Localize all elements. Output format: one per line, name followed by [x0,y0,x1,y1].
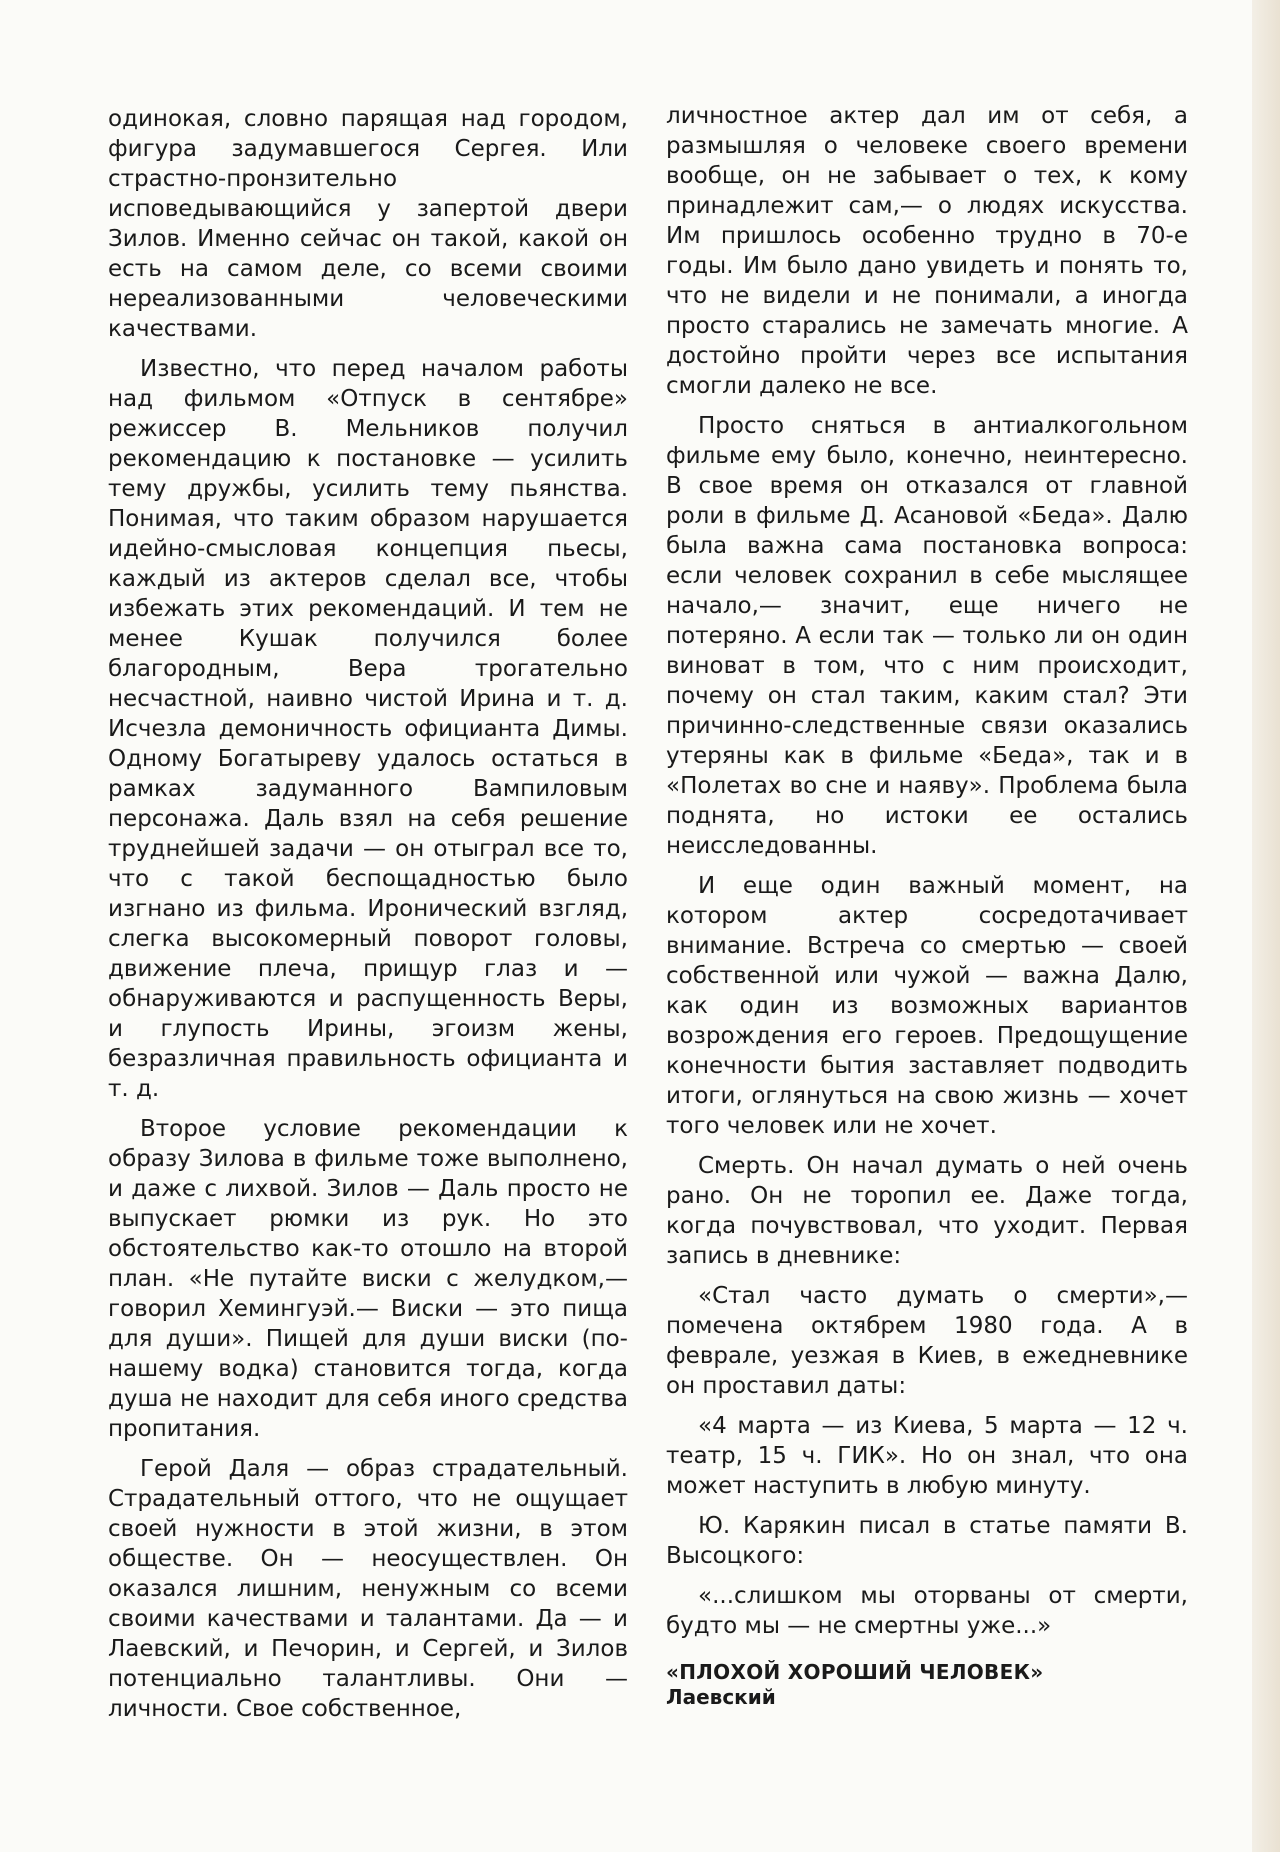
paragraph: Смерть. Он начал думать о ней очень рано. Он не торопил ее. Даже тогда, когда почувствовал, что уходит. Первая запись в дневнике: [666,1153,1188,1269]
paragraph: Герой Даля — образ страдательный. Страдательный оттого, что не ощущает своей нужности в этой жизни, в этом обществе. Он — неосуществлен. Он оказался лишним, ненужным со всеми своими качествами и талантами. Да — и Лаевский, и Печорин, и Сергей, и Зилов потенциально талантливы. Они — личности. Свое собственное, [108,1456,628,1722]
paragraph: одинокая, словно парящая над городом, фигура задумавшегося Сергея. Или страстно-пронзительно исповедывающийся у запертой двери Зилов. Именно сейчас он такой, какой он есть на самом деле, со всеми своими нереализованными человеческими качествами. [108,106,628,342]
paragraph: личностное актер дал им от себя, а размышляя о человеке своего времени вообще, он не забывает о тех, к кому принадлежит сам,— о людях искусства. Им пришлось особенно трудно в 70-е годы. Им было дано увидеть и понять то, что не видели и не понимали, а иногда просто старались не замечать многие. А достойно пройти через все испытания смогли далеко не все. [666,103,1188,399]
text-column-right [666,101,1188,1709]
page-edge-shadow [1252,0,1280,1852]
paragraph: «Стал часто думать о смерти»,— помечена октябрем 1980 года. А в феврале, уезжая в Киев, в ежедневнике он проставил даты: [666,1283,1188,1399]
paragraph: Известно, что перед началом работы над фильмом «Отпуск в сентябре» режиссер В. Мельников получил рекомендацию к постановке — усилить тему дружбы, усилить тему пьянства. Понимая, что таким образом нарушается идейно-смысловая концепция пьесы, каждый из актеров сделал все, чтобы избежать этих рекомендаций. И тем не менее Кушак получился более благородным, Вера трогательно несчастной, наивно чистой Ирина и т. д. Исчезла демоничность официанта Димы. Одному Богатыреву удалось остаться в рамках задуманного Вампиловым персонажа. Даль взял на себя решение труднейшей задачи — он отыграл все то, что с такой беспощадностью было изгнано из фильма. Иронический взгляд, слегка высокомерный поворот головы, движение плеча, прищур глаз и — обнаруживаются и распущенность Веры, и глупость Ирины, эгоизм жены, безразличная правильность официанта и т. д. [108,356,628,1102]
paragraph: «4 марта — из Киева, 5 марта — 12 ч. театр, 15 ч. ГИК». Но он знал, что она может наступить в любую минуту. [666,1413,1188,1499]
paragraph: Ю. Карякин писал в статье памяти В. Высоцкого: [666,1513,1188,1569]
paragraph: «...слишком мы оторваны от смерти, будто мы — не смертны уже...» [666,1583,1188,1639]
paragraph: И еще один важный момент, на котором актер сосредотачивает внимание. Встреча со смертью — своей собственной или чужой — важна Далю, как один из возможных вариантов возрождения его героев. Предощущение конечности бытия заставляет подводить итоги, оглянуться на свою жизнь — хочет того человек или не хочет. [666,873,1188,1139]
text-column-left [108,104,628,1734]
photo-caption [666,1659,1188,1709]
caption-title: «ПЛОХОЙ ХОРОШИЙ ЧЕЛОВЕК» [666,1660,1044,1684]
paragraph: Просто сняться в антиалкогольном фильме ему было, конечно, неинтересно. В свое время он отказался от главной роли в фильме Д. Асановой «Беда». Далю была важна сама постановка вопроса: если человек сохранил в себе мыслящее начало,— значит, еще ничего не потеряно. А если так — только ли он один виноват в том, что с ним происходит, почему он стал таким, каким стал? Эти причинно-следственные связи оказались утеряны как в фильме «Беда», так и в «Полетах во сне и наяву». Проблема была поднята, но истоки ее остались неисследованны. [666,413,1188,859]
paragraph: Второе условие рекомендации к образу Зилова в фильме тоже выполнено, и даже с лихвой. Зилов — Даль просто не выпускает рюмки из рук. Но это обстоятельство как-то отошло на второй план. «Не путайте виски с желудком,— говорил Хемингуэй.— Виски — это пища для души». Пищей для души виски (по-нашему водка) становится тогда, когда душа не находит для себя иного средства пропитания. [108,1116,628,1442]
caption-subtitle: Лаевский [666,1685,776,1709]
